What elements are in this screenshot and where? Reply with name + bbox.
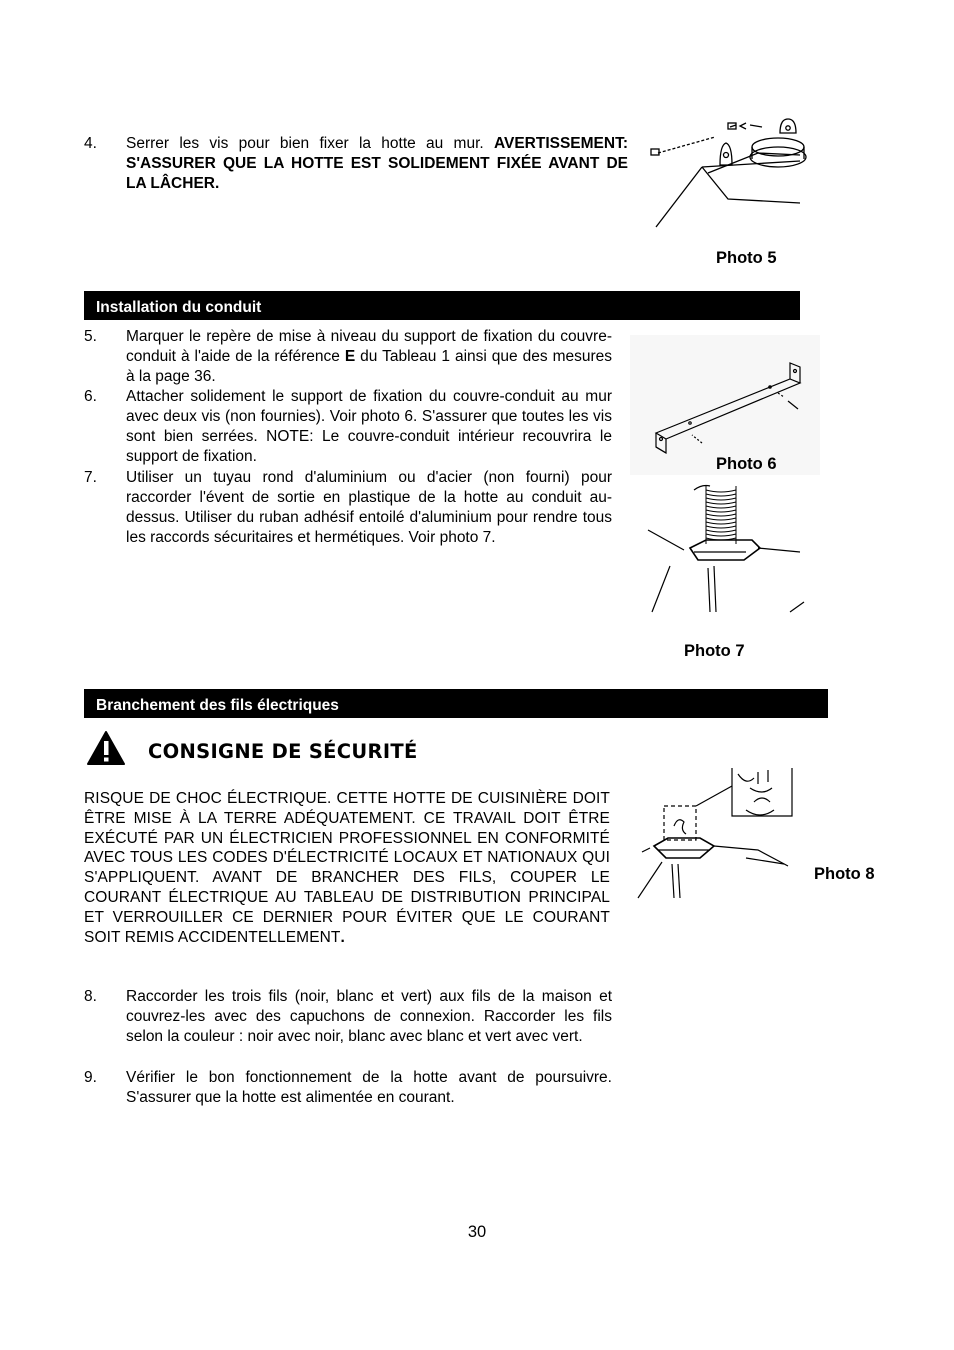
photo-5-hood-mounting-illustration: [640, 115, 805, 235]
step-number: 4.: [84, 135, 97, 152]
step-number: 6.: [84, 388, 97, 405]
step-4-text: Serrer les vis pour bien fixer la hotte au mur.: [126, 135, 494, 152]
photo-7-caption: Photo 7: [684, 642, 745, 660]
safety-text-body: RISQUE DE CHOC ÉLECTRIQUE. CETTE HOTTE DE CUISINIÈRE DOIT ÊTRE MISE À LA TERRE ADÉQUATEMENT. CE TRAVAIL DOIT ÊTRE EXÉCUTÉ PAR UN ÉLECTRICIEN PROFESSIONNEL EN CONFORMITÉ AVEC TOUS LES CODES D'ÉLECTRICITÉ LOCAUX ET NATIONAUX QUI S'APPLIQUENT. AVANT DE BRANCHER DES FILS, COUPER LE COURANT ÉLECTRIQUE AU TABLEAU DE DISTRIBUTION PRINCIPAL ET VERROUILLER CE DERNIER POUR ÉVITER QUE LE COURANT SOIT REMIS ACCIDENTELLEMENT: [84, 790, 610, 946]
safety-notice-title: CONSIGNE DE SÉCURITÉ: [148, 740, 418, 763]
page-number: 30: [467, 1223, 487, 1241]
step-8-text: Raccorder les trois fils (noir, blanc et vert) aux fils de la maison et couvrez-les avec des capuchons de connexion. Raccorder les fils selon la couleur : noir avec noir, blanc avec blanc et vert avec vert.: [126, 988, 612, 1045]
photo-7-duct-illustration: [640, 476, 805, 616]
step-6-text: Attacher solidement le support de fixation du couvre-conduit au mur avec deux vis (non fournies). Voir photo 6. S'assurer que toutes les vis sont bien serrées. NOTE: Le couvre-conduit intérieur recouvrira le support de fixation.: [126, 388, 612, 465]
section-header-duct-installation: Installation du conduit: [84, 291, 800, 320]
step-9-text: Vérifier le bon fonctionnement de la hotte avant de poursuivre. S'assurer que la hotte est alimentée en courant.: [126, 1069, 612, 1106]
section-header-electrical-wiring: Branchement des fils électriques: [84, 689, 828, 718]
safety-text-end: .: [340, 928, 345, 946]
step-number: 9.: [84, 1069, 97, 1086]
step-5-reference: E: [344, 348, 356, 365]
photo-6-caption: Photo 6: [716, 455, 777, 473]
photo-8-caption: Photo 8: [814, 865, 875, 883]
photo-8-wiring-illustration: [634, 766, 794, 902]
safety-notice-text: [84, 789, 610, 947]
step-number: 5.: [84, 328, 97, 345]
step-number: 7.: [84, 469, 97, 486]
step-5-text: Marquer le repère de mise à niveau du support de fixation du couvre-conduit à l'aide de la référence: [126, 328, 612, 365]
warning-triangle-icon: [86, 730, 126, 766]
step-7-text: Utiliser un tuyau rond d'aluminium ou d'acier (non fourni) pour raccorder l'évent de sortie en plastique de la hotte au conduit au-dessus. Utiliser du ruban adhésif entoilé d'aluminium pour rendre tous les raccords sécuritaires et hermétiques. Voir photo 7.: [126, 469, 612, 546]
step-5-text-end: du Tableau 1 ainsi que des mesures à la page 36.: [126, 348, 612, 385]
step-4-warning: AVERTISSEMENT: S'ASSURER QUE LA HOTTE EST SOLIDEMENT FIXÉE AVANT DE LA LÂCHER.: [126, 135, 628, 192]
step-number: 8.: [84, 988, 97, 1005]
photo-5-caption: Photo 5: [716, 249, 777, 267]
